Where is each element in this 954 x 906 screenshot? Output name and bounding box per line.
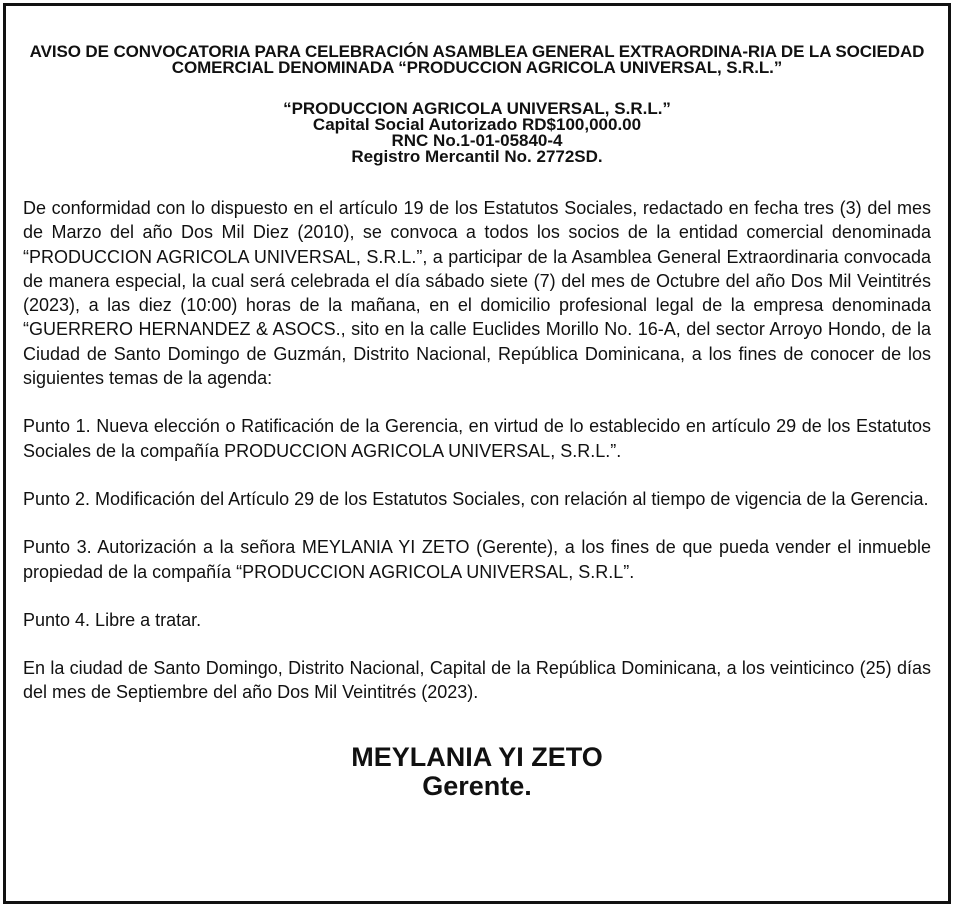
- signature-name: MEYLANIA YI ZETO: [351, 741, 603, 772]
- agenda-item-1: Punto 1. Nueva elección o Ratificación de la Gerencia, en virtud de lo establecido en artículo 29 de los Estatutos Sociales de la compañía PRODUCCION AGRICOLA UNIVERSAL, S.R.L.”.: [23, 416, 931, 461]
- company-name: “PRODUCCION AGRICOLA UNIVERSAL, S.R.L.”: [283, 99, 671, 118]
- agenda-item-4: Punto 4. Libre a tratar.: [23, 609, 202, 630]
- intro-paragraph: De conformidad con lo dispuesto en el artículo 19 de los Estatutos Sociales, redactado en fecha tres (3) del mes de Marzo del año Dos Mil Diez (2010), se convoca a todos los socios de la entidad comercial denominada “PRODUCCION AGRICOLA UNIVERSAL, S.R.L.”, a participar de la Asamblea General Extraordinaria convocada de manera especial, la cual será celebrada el día sábado siete (7) del mes de Octubre del año Dos Mil Veintitrés (2023), a las diez (10:00) horas de la mañana, en el domicilio profesional legal de la empresa denominada “GUERRERO HERNANDEZ & ASOCS., sito en la calle Euclides Morillo No. 16-A, del sector Arroyo Hondo, de la Ciudad de Santo Domingo de Guzmán, Distrito Nacional, República Dominicana, a los fines de conocer de los siguientes temas de la agenda:: [23, 198, 931, 389]
- company-rnc: RNC No.1-01-05840-4: [391, 131, 563, 150]
- signature-block: [23, 743, 931, 801]
- agenda-item-2: Punto 2. Modificación del Artículo 29 de los Estatutos Sociales, con relación al tiempo de vigencia de la Gerencia.: [23, 488, 929, 509]
- agenda-item-3: Punto 3. Autorización a la señora MEYLANIA YI ZETO (Gerente), a los fines de que pueda vender el inmueble propiedad de la compañía “PRODUCCION AGRICOLA UNIVERSAL, S.R.L”.: [23, 537, 931, 582]
- company-capital: Capital Social Autorizado RD$100,000.00: [312, 115, 642, 134]
- signature-role: Gerente.: [422, 770, 532, 801]
- notice-title: AVISO DE CONVOCATORIA PARA CELEBRACIÓN ASAMBLEA GENERAL EXTRAORDINA-RIA DE LA SOCIEDAD COMERCIAL DENOMINADA “PRODUCCION AGRICOLA UNIVERSAL, S.R.L.”: [29, 42, 925, 77]
- notice-frame: [3, 3, 951, 904]
- closing-paragraph: En la ciudad de Santo Domingo, Distrito Nacional, Capital de la República Dominicana, a los veinticinco (25) días del mes de Septiembre del año Dos Mil Veintitrés (2023).: [23, 658, 931, 703]
- company-header: [23, 101, 931, 165]
- company-registro: Registro Mercantil No. 2772SD.: [351, 147, 603, 166]
- notice-content: [23, 44, 931, 801]
